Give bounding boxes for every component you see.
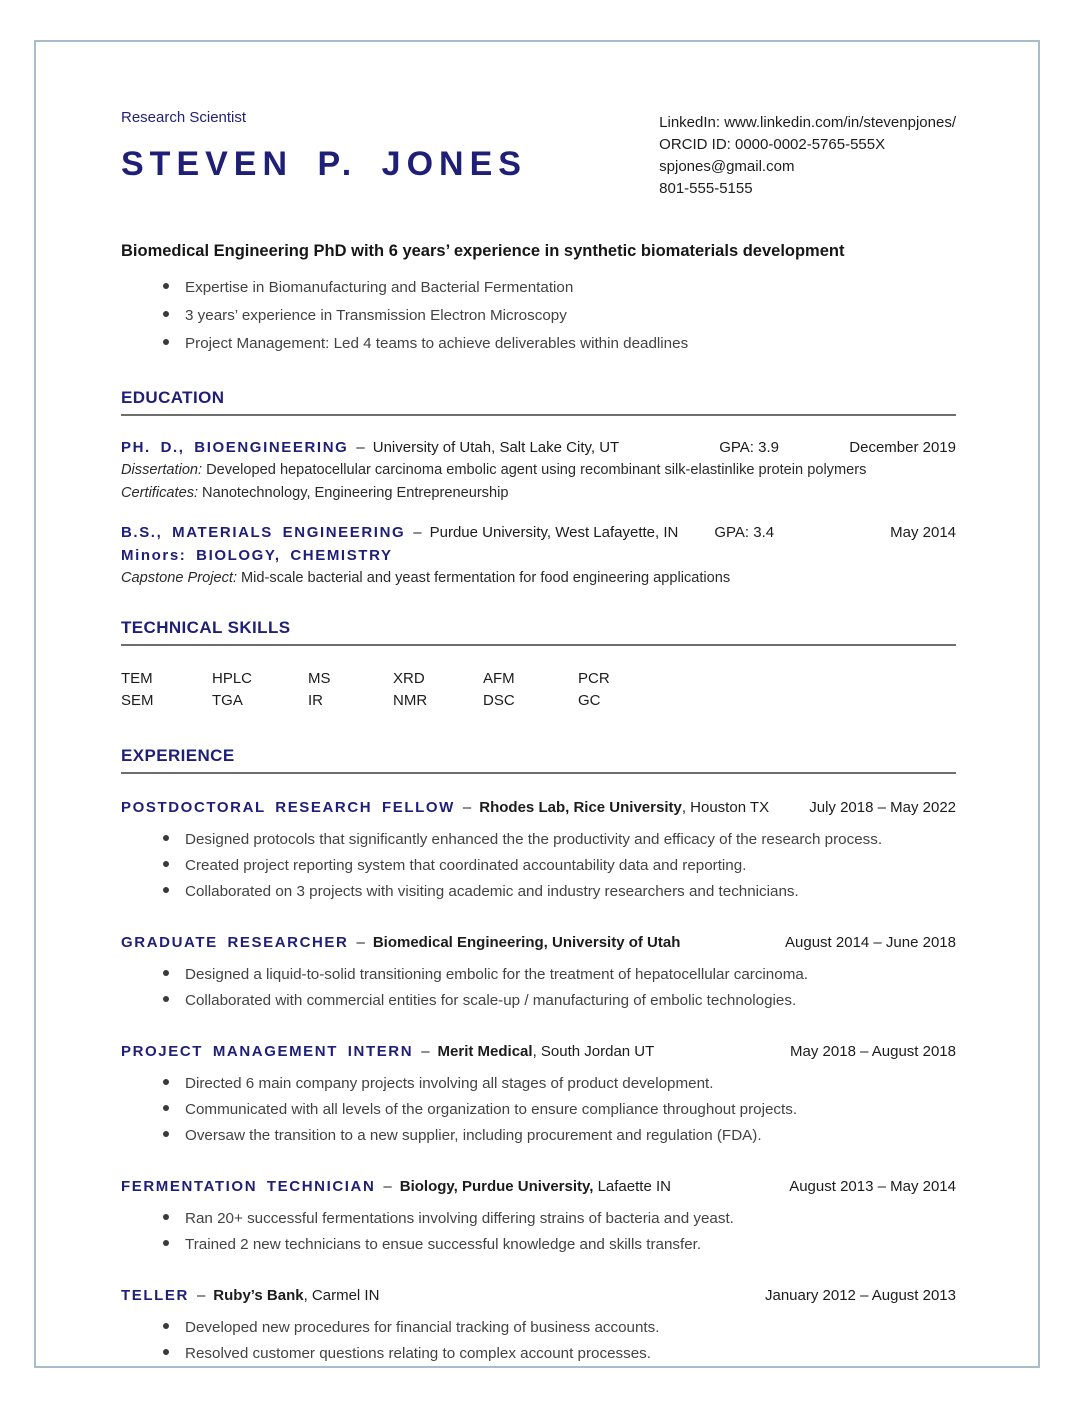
education-entry-phd xyxy=(121,436,956,505)
degree-date: May 2014 xyxy=(890,524,956,541)
bullet-icon xyxy=(163,835,169,841)
bullet-text: Developed new procedures for financial tracking of business accounts. xyxy=(185,1319,660,1336)
skill-cell: AFM xyxy=(483,670,515,687)
bullet-text: Communicated with all levels of the organization to ensure compliance throughout projects. xyxy=(185,1101,798,1118)
role-label: Research Scientist xyxy=(121,109,247,126)
degree-gpa: GPA: 3.9 xyxy=(719,439,779,456)
skill-cell: XRD xyxy=(393,670,425,687)
bullet-item xyxy=(121,274,956,302)
job-entry-fermentation-technician xyxy=(121,1175,956,1258)
summary-bullet-list xyxy=(121,274,956,358)
job-location: Lafaette IN xyxy=(593,1178,671,1195)
job-separator: – xyxy=(421,1043,430,1060)
job-bullet-list xyxy=(121,1206,956,1258)
degree-date: December 2019 xyxy=(849,439,956,456)
bullet-item xyxy=(121,988,956,1014)
degree-detail-row xyxy=(121,567,956,590)
skill-cell: SEM xyxy=(121,692,154,709)
resume-page xyxy=(34,40,1040,1368)
bullet-text: Collaborated on 3 projects with visiting academic and industry researchers and technicians. xyxy=(185,883,799,900)
bullet-item xyxy=(121,1097,956,1123)
bullet-item xyxy=(121,1123,956,1149)
summary-section xyxy=(121,240,956,358)
job-title: PROJECT MANAGEMENT INTERN xyxy=(121,1043,414,1060)
degree-title: PH. D., BIOENGINEERING xyxy=(121,439,349,456)
job-separator: – xyxy=(196,1287,206,1304)
skill-cell: IR xyxy=(308,692,323,709)
job-title: FERMENTATION TECHNICIAN xyxy=(121,1178,376,1195)
job-location: , Carmel IN xyxy=(303,1287,380,1304)
bullet-item xyxy=(121,1341,956,1367)
skill-cell: GC xyxy=(578,692,601,709)
skills-grid xyxy=(121,668,956,712)
bullet-text: 3 years’ experience in Transmission Electron Microscopy xyxy=(185,307,567,324)
detail-text: Developed hepatocellular carcinoma embolic agent using recombinant silk-elastinlike protein polymers xyxy=(206,462,867,478)
job-date: May 2018 – August 2018 xyxy=(790,1043,956,1060)
job-header-line xyxy=(121,1040,956,1063)
detail-label: Certificates: xyxy=(121,485,199,501)
job-date: August 2014 – June 2018 xyxy=(785,934,956,951)
job-bullet-list xyxy=(121,962,956,1014)
job-date: August 2013 – May 2014 xyxy=(789,1178,956,1195)
job-header-line xyxy=(121,1175,956,1198)
bullet-text: Collaborated with commercial entities for scale-up / manufacturing of embolic technologies. xyxy=(185,992,797,1009)
job-location: , Houston TX xyxy=(681,799,770,816)
contact-orcid: ORCID ID: 0000-0002-5765-555X xyxy=(659,136,886,153)
job-date: January 2012 – August 2013 xyxy=(765,1287,956,1304)
contact-email: spjones@gmail.com xyxy=(659,158,795,175)
job-separator: – xyxy=(462,799,472,816)
degree-detail-row xyxy=(121,459,956,482)
education-entry-bs xyxy=(121,521,956,590)
degree-separator: – xyxy=(413,524,422,541)
bullet-text: Directed 6 main company projects involving all stages of product development. xyxy=(185,1075,714,1092)
bullet-item xyxy=(121,879,956,905)
degree-school: Purdue University, West Lafayette, IN xyxy=(429,524,679,541)
skill-cell: TEM xyxy=(121,670,153,687)
bullet-icon xyxy=(163,1240,169,1246)
job-entry-teller xyxy=(121,1284,956,1367)
job-bullet-list xyxy=(121,827,956,905)
degree-minors: Minors: BIOLOGY, CHEMISTRY xyxy=(121,547,393,564)
job-entry-graduate-researcher xyxy=(121,931,956,1014)
resume-header xyxy=(121,108,956,200)
bullet-icon xyxy=(163,861,169,867)
contact-phone: 801-555-5155 xyxy=(659,180,753,197)
bullet-icon xyxy=(163,1105,169,1111)
job-company: Biomedical Engineering, University of Utah xyxy=(372,934,681,951)
detail-text: Mid-scale bacterial and yeast fermentation for food engineering applications xyxy=(241,570,731,586)
degree-header-line xyxy=(121,521,956,544)
bullet-item xyxy=(121,853,956,879)
degree-separator: – xyxy=(356,439,365,456)
job-entry-pm-intern xyxy=(121,1040,956,1149)
section-heading-technical-skills: TECHNICAL SKILLS xyxy=(121,618,956,646)
job-location: , South Jordan UT xyxy=(532,1043,655,1060)
job-title: GRADUATE RESEARCHER xyxy=(121,934,349,951)
bullet-text: Resolved customer questions relating to complex account processes. xyxy=(185,1345,651,1362)
bullet-text: Ran 20+ successful fermentations involving differing strains of bacteria and yeast. xyxy=(185,1210,734,1227)
job-company: Merit Medical xyxy=(437,1043,533,1060)
skill-cell: MS xyxy=(308,670,331,687)
job-separator: – xyxy=(383,1178,392,1195)
bullet-item xyxy=(121,1071,956,1097)
degree-title: B.S., MATERIALS ENGINEERING xyxy=(121,524,406,541)
bullet-item xyxy=(121,330,956,358)
job-header-line xyxy=(121,796,956,819)
detail-text: Nanotechnology, Engineering Entrepreneurship xyxy=(202,485,509,501)
job-header-line xyxy=(121,931,956,954)
bullet-item xyxy=(121,827,956,853)
contact-linkedin: LinkedIn: www.linkedin.com/in/stevenpjones/ xyxy=(659,114,956,131)
summary-headline: Biomedical Engineering PhD with 6 years’ experience in synthetic biomaterials development xyxy=(121,242,845,260)
skill-cell: NMR xyxy=(393,692,428,709)
header-identity xyxy=(121,108,527,184)
bullet-icon xyxy=(163,996,169,1002)
bullet-icon xyxy=(163,1079,169,1085)
job-separator: – xyxy=(356,934,365,951)
job-title: POSTDOCTORAL RESEARCH FELLOW xyxy=(121,799,455,816)
bullet-item xyxy=(121,1315,956,1341)
bullet-text: Created project reporting system that coordinated accountability data and reporting. xyxy=(185,857,747,874)
bullet-text: Designed protocols that significantly enhanced the the productivity and efficacy of the research process. xyxy=(185,831,883,848)
job-bullet-list xyxy=(121,1315,956,1367)
candidate-name: STEVEN P. JONES xyxy=(121,145,527,183)
skill-cell: PCR xyxy=(578,670,610,687)
bullet-icon xyxy=(163,970,169,976)
job-date: July 2018 – May 2022 xyxy=(809,799,956,816)
job-entry-postdoc xyxy=(121,796,956,905)
detail-label: Dissertation: xyxy=(121,462,203,478)
bullet-icon xyxy=(163,339,169,345)
job-company: Rhodes Lab, Rice University xyxy=(479,799,682,816)
bullet-item xyxy=(121,302,956,330)
bullet-text: Expertise in Biomanufacturing and Bacterial Fermentation xyxy=(185,279,574,296)
skill-cell: TGA xyxy=(212,692,243,709)
section-heading-experience: EXPERIENCE xyxy=(121,746,956,774)
bullet-icon xyxy=(163,1131,169,1137)
bullet-item xyxy=(121,1232,956,1258)
bullet-text: Trained 2 new technicians to ensue successful knowledge and skills transfer. xyxy=(185,1236,702,1253)
section-heading-education: EDUCATION xyxy=(121,388,956,416)
job-header-line xyxy=(121,1284,956,1307)
job-company: Ruby’s Bank xyxy=(213,1287,304,1304)
contact-block xyxy=(659,108,956,200)
detail-label: Capstone Project: xyxy=(121,570,238,586)
bullet-icon xyxy=(163,1349,169,1355)
bullet-icon xyxy=(163,283,169,289)
bullet-icon xyxy=(163,887,169,893)
job-title: TELLER xyxy=(121,1287,189,1304)
job-company: Biology, Purdue University, xyxy=(399,1178,594,1195)
bullet-item xyxy=(121,1206,956,1232)
bullet-icon xyxy=(163,1214,169,1220)
job-bullet-list xyxy=(121,1071,956,1149)
degree-header-line xyxy=(121,436,956,459)
degree-gpa: GPA: 3.4 xyxy=(714,524,775,541)
skill-cell: HPLC xyxy=(212,670,253,687)
bullet-item xyxy=(121,962,956,988)
bullet-text: Designed a liquid-to-solid transitioning embolic for the treatment of hepatocellular carcinoma. xyxy=(185,966,809,983)
bullet-icon xyxy=(163,1323,169,1329)
degree-school: University of Utah, Salt Lake City, UT xyxy=(372,439,620,456)
bullet-icon xyxy=(163,311,169,317)
bullet-text: Project Management: Led 4 teams to achieve deliverables within deadlines xyxy=(185,335,689,352)
bullet-text: Oversaw the transition to a new supplier, including procurement and regulation (FDA). xyxy=(185,1127,762,1144)
skill-cell: DSC xyxy=(483,692,515,709)
degree-detail-row xyxy=(121,482,956,505)
